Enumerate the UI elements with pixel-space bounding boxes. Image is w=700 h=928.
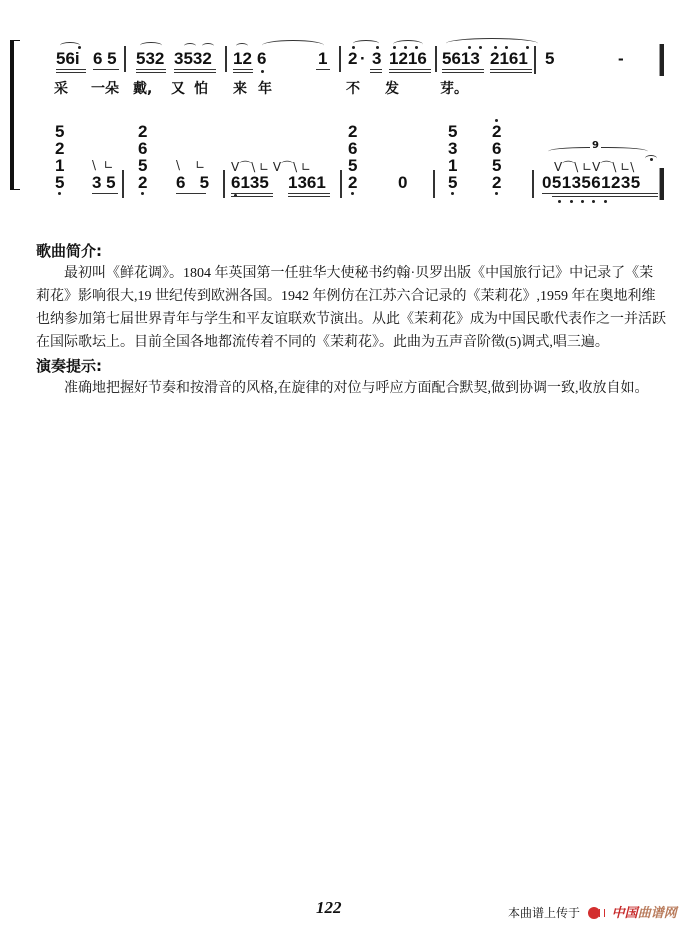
accomp-note-group: 6135 bbox=[231, 173, 269, 192]
melody-note-group: 3532 bbox=[174, 49, 212, 68]
site-logo-icon bbox=[588, 907, 600, 919]
low-octave-dot bbox=[58, 192, 61, 195]
barline bbox=[339, 46, 341, 72]
beam-underline bbox=[542, 193, 658, 194]
chord-note: 2 bbox=[348, 173, 358, 192]
barline bbox=[122, 170, 124, 198]
barline bbox=[435, 46, 437, 72]
beam-underline bbox=[288, 193, 330, 194]
lyric: 来 bbox=[233, 81, 247, 97]
beam-underline bbox=[370, 69, 382, 70]
beam-underline bbox=[174, 69, 216, 70]
dot-extension: · bbox=[360, 49, 366, 68]
slur bbox=[184, 43, 196, 49]
site-name-part-b: 曲谱网 bbox=[637, 906, 677, 921]
lyric: 又 bbox=[171, 81, 185, 97]
lyric: 不 bbox=[346, 81, 360, 97]
intro-paragraph: 最初叫《鲜花调》。1804 年英国第一任驻华大使秘书约翰·贝罗出版《中国旅行记》中记录了《茉莉花》影响很大,19 世纪传到欧洲各国。1942 年例仿在江苏六合记录的《茉莉花》,1959 年在奥地利维也纳参加第七届世界青年与学生和平友谊联欢节演出。从此《茉莉花》成为中国民歌代表作之一并活跃在国际歌坛上。目前全国各地都流传着不同的《茉莉花》。此曲为五声音阶徵(5)调式,唱三遍。 bbox=[36, 266, 666, 350]
slur bbox=[60, 42, 80, 49]
barline bbox=[433, 170, 435, 198]
melody-note-group: 6 5 bbox=[93, 49, 117, 68]
slur bbox=[202, 43, 214, 49]
intro-heading: 歌曲简介: bbox=[36, 242, 102, 260]
low-octave-dot bbox=[495, 192, 498, 195]
beam-underline bbox=[490, 72, 532, 73]
fingering-marks: V⌒\ ∟V⌒\ ∟\ bbox=[554, 160, 635, 174]
final-barline bbox=[659, 44, 664, 76]
rest: 0 bbox=[398, 173, 408, 192]
chord-note: 5 bbox=[138, 156, 148, 175]
low-octave-dot bbox=[581, 200, 584, 203]
lyric: 年 bbox=[258, 81, 272, 97]
tips-heading: 演奏提示: bbox=[36, 357, 102, 375]
beam-underline bbox=[552, 196, 658, 197]
lyric: 怕 bbox=[194, 81, 208, 97]
barline bbox=[340, 170, 342, 198]
tips-paragraph: 准确地把握好节奏和按滑音的风格,在旋律的对位与呼应方面配合默契,做到协调一致,收放自如。 bbox=[64, 381, 649, 396]
chord-note: 6 bbox=[138, 139, 148, 158]
low-octave-dot bbox=[604, 200, 607, 203]
fingering-marks: V⌒\ ∟ V⌒\ ∟ bbox=[231, 160, 312, 174]
high-octave-dot bbox=[495, 119, 498, 122]
beam-underline bbox=[92, 193, 118, 194]
slur bbox=[140, 42, 162, 49]
barline bbox=[225, 46, 227, 72]
beam-underline bbox=[490, 69, 532, 70]
dash-extension: - bbox=[618, 49, 624, 68]
chord-note: 5 bbox=[55, 122, 65, 141]
melody-note-group: 5613 bbox=[442, 49, 480, 68]
melody-note-group: 532 bbox=[136, 49, 165, 68]
beam-underline bbox=[56, 69, 86, 70]
chord-note: 6 bbox=[492, 139, 502, 158]
tuplet-number: 9 bbox=[592, 140, 599, 151]
page-number: 122 bbox=[316, 898, 342, 917]
system-bracket bbox=[10, 40, 20, 190]
melody-note: 1 bbox=[318, 49, 328, 68]
accomp-note-group: 3 5 bbox=[92, 173, 116, 192]
low-octave-dot bbox=[351, 192, 354, 195]
melody-note: 3 bbox=[372, 49, 382, 68]
beam-underline bbox=[233, 72, 253, 73]
beam-underline bbox=[442, 69, 484, 70]
chord-note: 6 bbox=[348, 139, 358, 158]
chord-note: 2 bbox=[138, 122, 148, 141]
beam-underline bbox=[233, 69, 253, 70]
high-octave-dot bbox=[505, 46, 508, 49]
beam-underline bbox=[174, 72, 216, 73]
beam-underline bbox=[56, 72, 86, 73]
beam-underline bbox=[231, 196, 273, 197]
low-octave-dot bbox=[451, 192, 454, 195]
low-octave-dot bbox=[261, 70, 264, 73]
low-octave-dot bbox=[592, 200, 595, 203]
chord-note: 2 bbox=[138, 173, 148, 192]
chord-note: 5 bbox=[448, 122, 458, 141]
final-barline bbox=[659, 168, 664, 200]
high-octave-dot bbox=[78, 46, 81, 49]
beam-underline bbox=[231, 193, 273, 194]
low-octave-dot bbox=[141, 192, 144, 195]
barline bbox=[534, 46, 536, 74]
accomp-note-group: 1361 bbox=[288, 173, 326, 192]
chord-note: 5 bbox=[448, 173, 458, 192]
beam-underline bbox=[370, 72, 382, 73]
upload-credit[interactable] bbox=[508, 902, 677, 921]
chord-note: 5 bbox=[348, 156, 358, 175]
melody-note-group: 2161 bbox=[490, 49, 528, 68]
low-octave-dot bbox=[570, 200, 573, 203]
accomp-note-run: 0513561235 bbox=[542, 173, 641, 192]
slur bbox=[353, 40, 379, 47]
fingering-marks: \ ∟ bbox=[92, 158, 114, 172]
low-octave-dot bbox=[558, 200, 561, 203]
lyric: 一朵 bbox=[91, 81, 119, 97]
fermata-dot bbox=[650, 158, 653, 161]
high-octave-dot bbox=[494, 46, 497, 49]
chord-note: 5 bbox=[492, 156, 502, 175]
beam-underline bbox=[389, 69, 431, 70]
beam-underline bbox=[442, 72, 484, 73]
chord-note: 2 bbox=[55, 139, 65, 158]
barline bbox=[124, 46, 126, 72]
lyric: 采 bbox=[54, 81, 68, 97]
barline bbox=[223, 170, 225, 198]
beam-underline bbox=[389, 72, 431, 73]
chord-note: 2 bbox=[492, 173, 502, 192]
barline bbox=[532, 170, 534, 198]
slur bbox=[446, 38, 538, 49]
chord-note: 1 bbox=[55, 156, 65, 175]
melody-note-group: 1216 bbox=[389, 49, 427, 68]
beam-underline bbox=[136, 72, 166, 73]
site-name-part-a: 中国 bbox=[611, 906, 638, 921]
lyric: 戴, bbox=[133, 81, 153, 97]
beam-underline bbox=[93, 69, 119, 70]
chord-note: 2 bbox=[348, 122, 358, 141]
slur bbox=[236, 43, 248, 49]
melody-note: 2 bbox=[348, 49, 358, 68]
fingering-marks: \ ∟ bbox=[176, 158, 206, 172]
chord-note: 3 bbox=[448, 139, 458, 158]
beam-underline bbox=[176, 193, 206, 194]
lyric: 芽。 bbox=[440, 81, 468, 97]
chord-note: 2 bbox=[492, 122, 502, 141]
melody-note: 5 bbox=[545, 49, 555, 68]
chord-note: 1 bbox=[448, 156, 458, 175]
tie bbox=[262, 40, 324, 51]
melody-note: 6 bbox=[257, 49, 267, 68]
beam-underline bbox=[288, 196, 330, 197]
melody-note-group: 12 bbox=[233, 49, 252, 68]
high-octave-dot bbox=[526, 46, 529, 49]
accomp-note-group: 6 5 bbox=[176, 173, 210, 192]
beam-underline bbox=[136, 69, 166, 70]
melody-note-group: 56i bbox=[56, 49, 80, 68]
upload-text: 本曲谱上传于 bbox=[508, 906, 581, 920]
slur bbox=[393, 40, 423, 49]
lyric: 发 bbox=[385, 81, 399, 97]
beam-underline bbox=[316, 69, 330, 70]
chord-note: 5 bbox=[55, 173, 65, 192]
